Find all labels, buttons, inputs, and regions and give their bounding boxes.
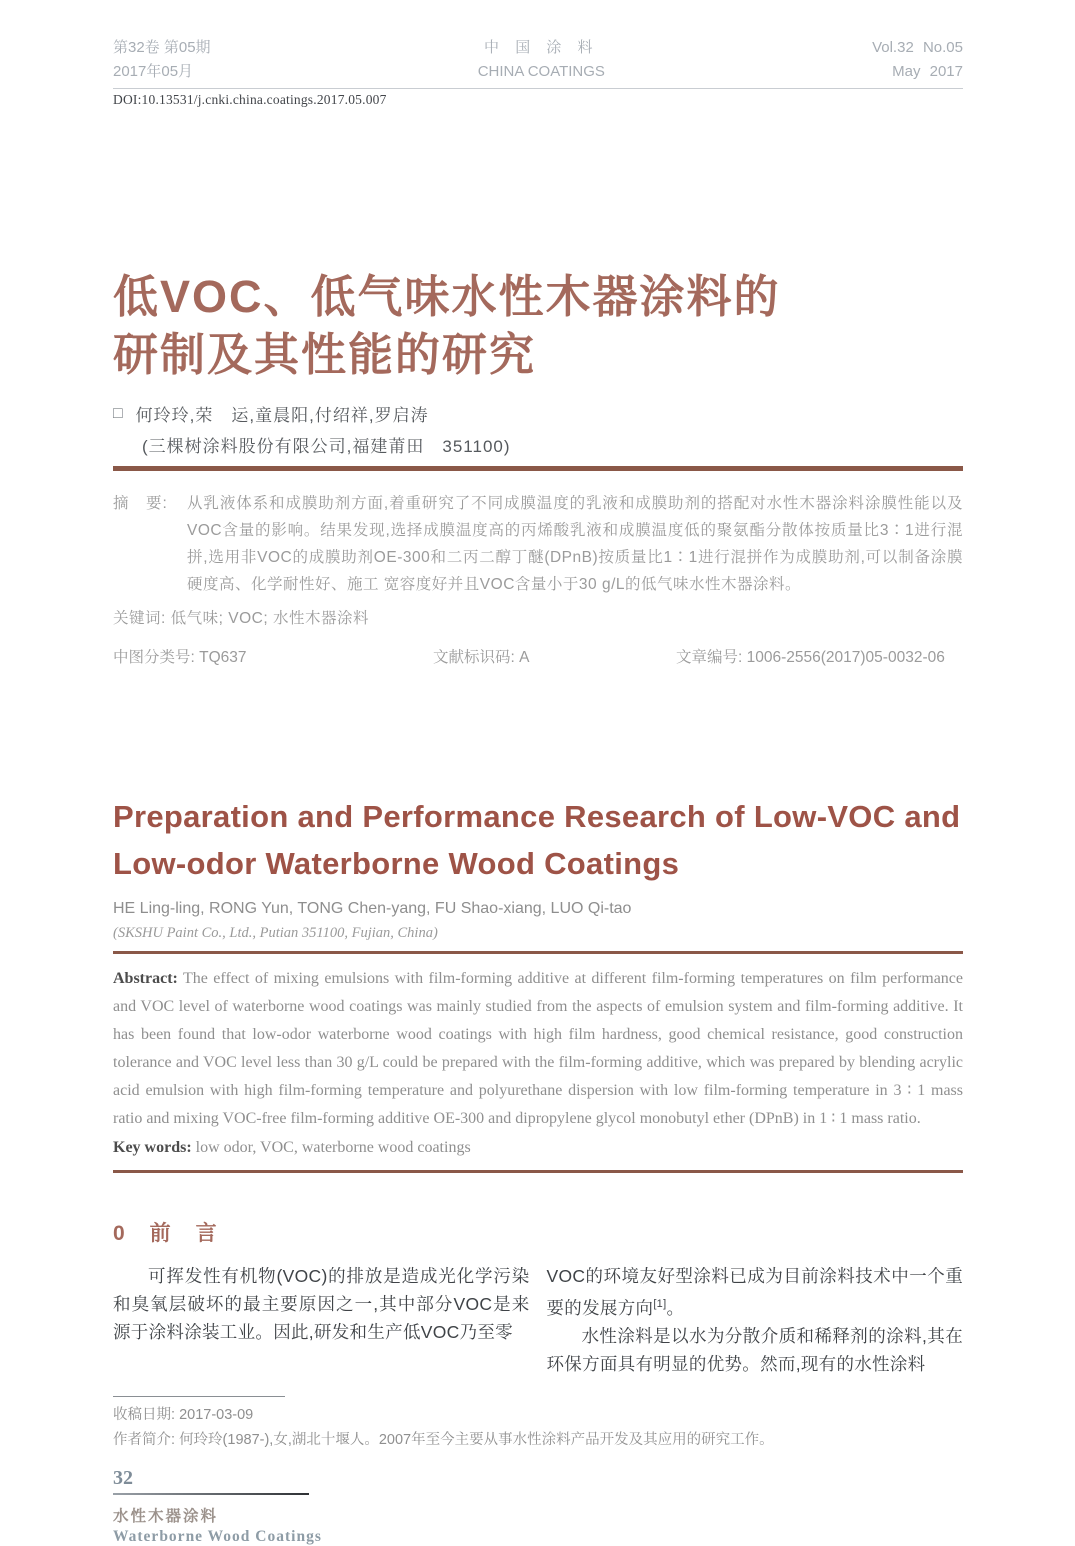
two-column-body xyxy=(113,1262,963,1378)
authors-cn xyxy=(113,401,963,426)
authors-cn-names: 何玲玲,荣 运,童晨阳,付绍祥,罗启涛 xyxy=(135,406,429,425)
article-title-en-line1: Preparation and Performance Research of Low-VOC and xyxy=(113,799,961,834)
section-heading-intro: 0 前 言 xyxy=(113,1222,219,1245)
clc-label: 中图分类号: xyxy=(113,649,195,666)
body-column-right xyxy=(547,1262,964,1378)
intro-paragraph-1: 可挥发性有机物(VOC)的排放是造成光化学污染和臭氧层破坏的最主要原因之一,其中部分VOC是来源于涂料涂装工业。因此,研发和生产低VOC乃至零 xyxy=(113,1266,530,1342)
article-title-cn-line2: 研制及其性能的研究 xyxy=(113,329,537,380)
author-bio-text: 何玲玲(1987-),女,湖北十堰人。2007年至今主要从事水性涂料产品开发及其应用的研究工作。 xyxy=(179,1431,774,1448)
affiliation-en: (SKSHU Paint Co., Ltd., Putian 351100, Fujian, China) xyxy=(113,925,438,941)
header-date-cn: 2017年05月 xyxy=(113,63,194,80)
document-code-label: 文献标识码: xyxy=(433,649,515,666)
received-date-line xyxy=(113,1403,963,1428)
abstract-cn-text: 从乳液体系和成膜助剂方面,着重研究了不同成膜温度的乳液和成膜助剂的搭配对水性木器涂料涂膜性能以及VOC含量的影响。结果发现,选择成膜温度高的丙烯酸乳液和成膜温度低的聚氨酯分散体按质量比3∶1进行混拼,选用非VOC的成膜助剂OE-300和二丙二醇丁醚(DPnB)按质量比1∶1进行混拼作为成膜助剂,可以制备涂膜硬度高、化学耐性好、施工 宽容度好并且VOC含量小于30 g/L的低气味水性木器涂料。 xyxy=(187,495,963,593)
received-date-label: 收稿日期: xyxy=(113,1406,176,1423)
journal-name-en: CHINA COATINGS xyxy=(477,63,605,80)
page-footer xyxy=(113,1467,963,1546)
article-title-cn xyxy=(113,268,963,384)
article-id-value: 1006-2556(2017)05-0032-06 xyxy=(746,649,945,666)
article-id-label: 文章编号: xyxy=(676,649,743,666)
journal-header xyxy=(113,0,963,89)
abstract-en-text: The effect of mixing emulsions with film-forming additive at different film-forming temperatures on film performance and VOC level of waterborne wood coatings was mainly studied from the aspects of emulsion system and film-forming additive. It has been found that low-odor waterborne wood coatings with high film hardness, good chemical resistance, good construction tolerance and VOC level less than 30 g/L could be prepared with the film-forming additive, which was prepared by blending acrylic acid emulsion with high film-forming temperature and polyurethane dispersion with low film-forming temperature in 3 ∶ 1 mass ratio and mixing VOC-free film-forming additive OE-300 and dipropylene glycol monobutyl ether (DPnB) in 1 ∶ 1 mass ratio. xyxy=(113,970,963,1127)
abstract-en xyxy=(113,965,963,1133)
clc-value: TQ637 xyxy=(199,649,247,666)
intro-paragraph-1-continued-end: 。 xyxy=(666,1297,685,1318)
footer-column-title-cn: 水性木器涂料 xyxy=(113,1507,219,1525)
citation-ref-1: [1] xyxy=(653,1298,667,1310)
page-number-rule xyxy=(113,1493,309,1495)
abstract-en-label: Abstract: xyxy=(113,970,178,987)
header-volume-issue-en xyxy=(872,36,963,84)
author-bio-line xyxy=(113,1428,963,1453)
article-title-cn-line1: 低VOC、低气味水性木器涂料的 xyxy=(113,271,781,322)
keywords-cn-label: 关键词: xyxy=(113,610,166,627)
footnote-divider xyxy=(113,1396,285,1397)
received-date-value: 2017-03-09 xyxy=(179,1406,254,1423)
journal-name xyxy=(478,36,605,84)
intro-paragraph-1-continued xyxy=(547,1262,964,1322)
header-date-en: May 2017 xyxy=(892,63,963,80)
document-code xyxy=(433,645,676,667)
journal-name-cn: 中 国 涂 料 xyxy=(484,39,599,56)
body-column-left xyxy=(113,1262,530,1378)
document-code-value: A xyxy=(519,649,530,666)
footer-column-title-en: Waterborne Wood Coatings xyxy=(113,1527,322,1545)
keywords-en-label: Key words: xyxy=(113,1139,192,1156)
article-id xyxy=(676,645,963,667)
abstract-en-bottom-rule xyxy=(113,1170,963,1173)
introduction-section xyxy=(113,1217,963,1378)
authors-en: HE Ling-ling, RONG Yun, TONG Chen-yang, FU Shao-xiang, LUO Qi-tao xyxy=(113,900,632,917)
footnote-block xyxy=(113,1396,963,1453)
header-volume-en: Vol.32 No.05 xyxy=(872,39,963,56)
page-number: 32 xyxy=(113,1466,133,1489)
clc-number xyxy=(113,645,433,667)
abstract-en-top-rule xyxy=(113,951,963,954)
article-meta-row xyxy=(113,645,963,667)
abstract-cn xyxy=(113,490,963,598)
intro-paragraph-1-continued-text: VOC的环境友好型涂料已成为目前涂料技术中一个重要的发展方向 xyxy=(546,1266,963,1318)
article-title-en-line2: Low-odor Waterborne Wood Coatings xyxy=(113,846,680,881)
header-volume-issue-cn xyxy=(113,36,211,84)
author-bio-label: 作者简介: xyxy=(113,1431,176,1448)
abstract-cn-label: 摘 要: xyxy=(113,495,168,512)
title-divider-rule xyxy=(113,466,963,471)
article-title-en xyxy=(113,793,963,887)
affiliation-cn: (三棵树涂料股份有限公司,福建莆田 351100) xyxy=(142,437,511,456)
header-volume-cn: 第32卷 第05期 xyxy=(113,39,211,56)
keywords-en xyxy=(113,1134,963,1162)
keywords-cn-text: 低气味; VOC; 水性木器涂料 xyxy=(170,610,369,627)
doi: DOI:10.13531/j.cnki.china.coatings.2017.05.007 xyxy=(113,92,387,107)
keywords-en-text: low odor, VOC, waterborne wood coatings xyxy=(191,1139,471,1156)
keywords-cn xyxy=(113,605,963,632)
intro-paragraph-2: 水性涂料是以水为分散介质和稀释剂的涂料,其在环保方面具有明显的优势。然而,现有的水性涂料 xyxy=(546,1325,963,1374)
author-marker-icon: □ xyxy=(113,404,124,422)
